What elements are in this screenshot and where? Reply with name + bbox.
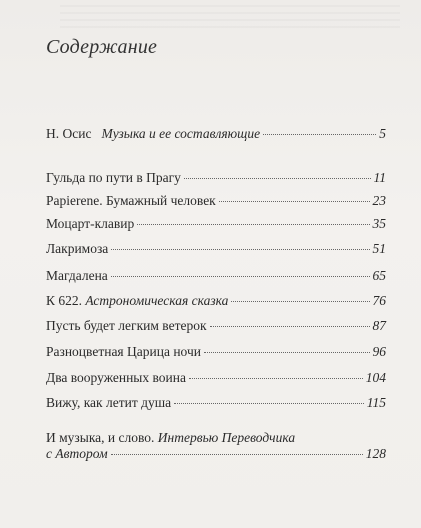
dot-leader — [189, 378, 363, 379]
entry-title: Моцарт-клавир — [46, 216, 135, 231]
bleed-through-text — [60, 0, 400, 28]
entry-page: 65 — [372, 268, 386, 283]
toc-entry[interactable] — [46, 318, 386, 334]
entry-page: 76 — [372, 293, 386, 308]
entry-page: 96 — [372, 344, 386, 359]
entry-title: Papierene. Бумажный человек — [46, 193, 216, 208]
entry-title: К 622. — [46, 293, 83, 308]
toc-entry[interactable] — [46, 268, 386, 284]
entry-subtitle: Интервью Переводчика — [157, 430, 296, 445]
dot-leader — [231, 301, 369, 302]
entry-page: 5 — [379, 126, 386, 141]
entry-title: Лакримоза — [46, 241, 109, 256]
entry-title: Магдалена — [46, 268, 108, 283]
toc-entry[interactable] — [46, 216, 386, 232]
entry-page: 23 — [372, 193, 386, 208]
dot-leader — [137, 224, 369, 225]
entry-title: Вижу, как летит душа — [46, 395, 172, 410]
toc-entry-intro[interactable] — [46, 126, 386, 142]
entry-author: Н. Осис — [46, 126, 92, 141]
toc-entry-closing[interactable] — [46, 430, 386, 462]
entry-title: Гульда по пути в Прагу — [46, 170, 181, 185]
dot-leader — [184, 178, 371, 179]
entry-page: 115 — [366, 395, 386, 410]
toc-entry[interactable] — [46, 241, 386, 257]
entry-title: Два вооруженных воина — [46, 370, 186, 385]
dot-leader — [210, 326, 370, 327]
dot-leader — [111, 249, 369, 250]
dot-leader — [219, 201, 370, 202]
toc-entry[interactable] — [46, 370, 386, 386]
entry-subtitle: Астрономическая сказка — [85, 293, 229, 308]
entry-title: Разноцветная Царица ночи — [46, 344, 201, 359]
dot-leader — [174, 403, 364, 404]
entry-page: 35 — [372, 216, 386, 231]
entry-page: 87 — [372, 318, 386, 333]
toc-entry[interactable] — [46, 293, 386, 309]
toc-entry[interactable] — [46, 344, 386, 360]
toc-entry[interactable] — [46, 395, 386, 411]
page-title: Содержание — [46, 36, 158, 58]
entry-page: 128 — [365, 446, 386, 461]
dot-leader — [111, 454, 363, 455]
toc-entry[interactable] — [46, 193, 386, 209]
entry-title: Пусть будет легким ветерок — [46, 318, 207, 333]
dot-leader — [204, 352, 370, 353]
dot-leader — [111, 276, 370, 277]
entry-title: И музыка, и слово. — [46, 430, 155, 445]
entry-title: Музыка и ее составляющие — [101, 126, 261, 141]
entry-page: 104 — [365, 370, 386, 385]
toc-entry[interactable] — [46, 170, 386, 186]
entry-page: 11 — [373, 170, 386, 185]
entry-page: 51 — [372, 241, 386, 256]
entry-subtitle-continued: с Автором — [46, 446, 108, 461]
dot-leader — [263, 134, 376, 135]
